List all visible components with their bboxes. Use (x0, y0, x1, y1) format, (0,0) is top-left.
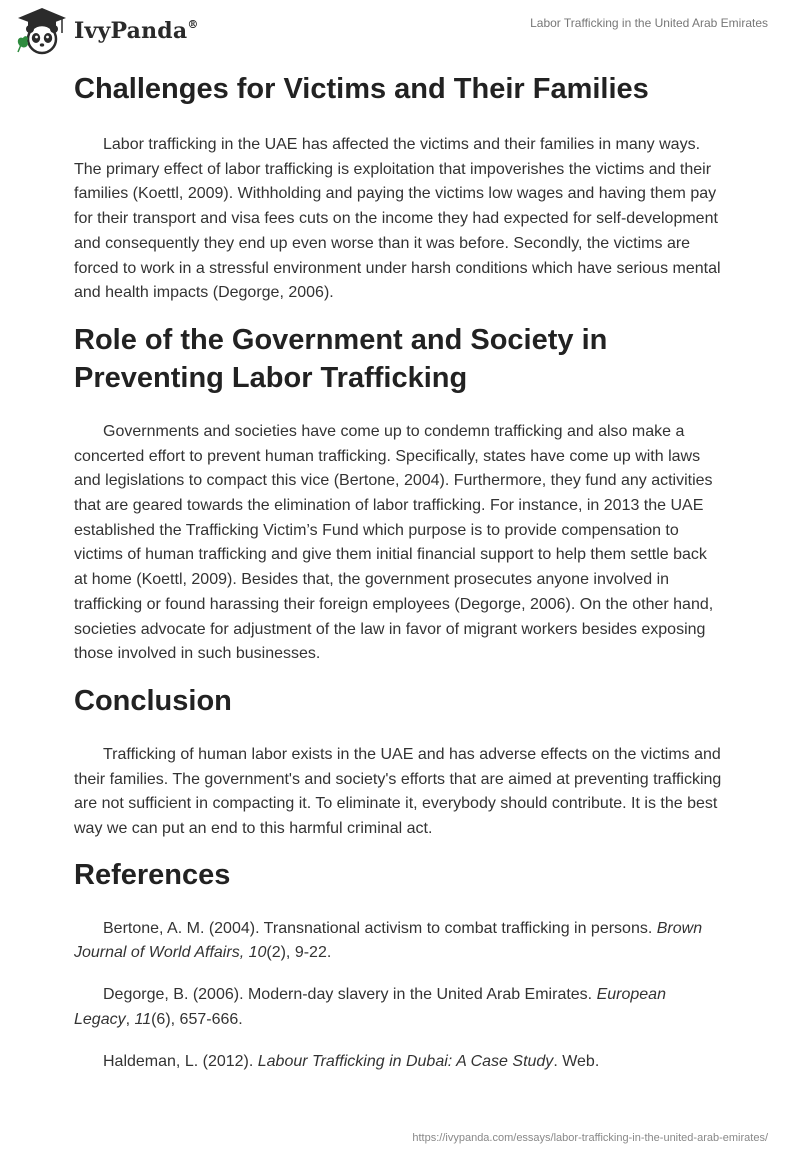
panda-graduate-icon (14, 6, 70, 56)
heading-conclusion: Conclusion (74, 684, 232, 717)
paragraph-conclusion: Trafficking of human labor exists in the UAE and has adverse effects on the victims and their families. The government's and society's efforts that are aimed at preventing trafficking are not sufficient in compacting it. To eliminate it, everybody should contribute. It is the best way we can put an end to this harmful criminal act. (74, 745, 722, 838)
heading-role-government: Role of the Government and Society in Preventing Labor Trafficking (74, 323, 608, 394)
heading-references: References (74, 858, 231, 891)
brand-name: IvyPanda® (74, 17, 199, 44)
reference-degorge: Degorge, B. (2006). Modern-day slavery in the United Arab Emirates. European Legacy, 11(6), 657-666. (74, 986, 666, 1028)
page-header (0, 0, 800, 64)
paragraph-challenges: Labor trafficking in the UAE has affected the victims and their families in many ways. The primary effect of labor trafficking is exploitation that impoverishes the victims and their families (Koettl, 2009). Withholding and paying the victims low wages and having them pay for their transport and visa fees cuts on the income they had expected for self-development and consequently they end up even worse than it was before. Secondly, the victims are forced to work in a stressful environment under harsh conditions which have serious mental and health impacts (Degorge, 2006). (74, 136, 721, 302)
reference-bertone: Bertone, A. M. (2004). Transnational activism to combat trafficking in persons. Brown Journal of World Affairs, 10(2), 9-22. (74, 919, 703, 962)
essay-content (74, 70, 722, 1074)
reference-haldeman: Haldeman, L. (2012). Labour Trafficking in Dubai: A Case Study. Web. (103, 1052, 600, 1070)
heading-challenges: Challenges for Victims and Their Families (74, 73, 649, 105)
ivypanda-logo[interactable] (14, 6, 199, 56)
source-url[interactable]: https://ivypanda.com/essays/labor-trafficking-in-the-united-arab-emirates/ (412, 1132, 768, 1144)
running-title: Labor Trafficking in the United Arab Emirates (530, 16, 768, 30)
paragraph-role-government: Governments and societies have come up to condemn trafficking and also make a concerted effort to prevent human trafficking. Specifically, states have come up with laws and legislations to compact this vice (Bertone, 2004). Furthermore, they fund any activities that are geared towards the elimination of labor trafficking. For instance, in 2013 the UAE established the Trafficking Victim’s Fund which purpose is to provide compensation to victims of human trafficking and give them initial financial support to help them settle back at home (Koettl, 2009). Besides that, the government prosecutes anyone involved in trafficking or found harassing their foreign employees (Degorge, 2006). On the other hand, societies advocate for adjustment of the law in favor of migrant workers besides exposing those involved in such businesses. (74, 422, 714, 663)
